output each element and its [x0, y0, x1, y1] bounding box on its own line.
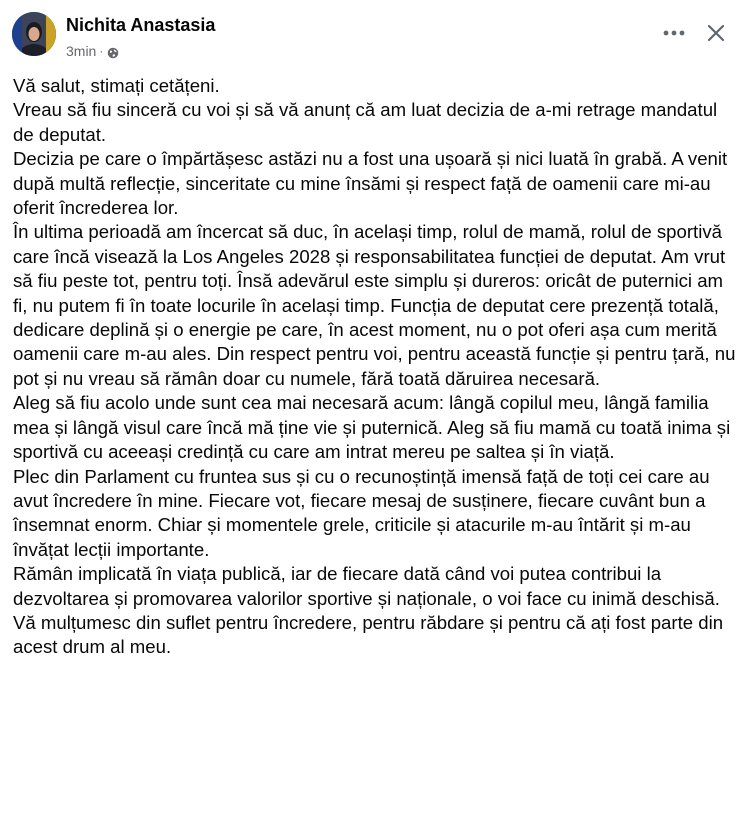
close-icon	[707, 24, 725, 42]
post-paragraph: Plec din Parlament cu fruntea sus și cu o recunoștință imensă față de toți cei care au avut încredere în mine. Fiecare vot, fiecare mesaj de susținere, fiecare cuvânt bun a însemnat enorm. Chiar și momentele grele, criticile și atacurile m-au întărit și m-au învățat lecții importante.	[13, 465, 710, 560]
post-paragraph: Vă mulțumesc din suflet pentru încredere, pentru răbdare și pentru că ați fost parte din acest drum al meu.	[13, 611, 724, 658]
post-paragraph: Aleg să fiu acolo unde sunt cea mai necesară acum: lângă copilul meu, lângă familia mea și lângă visul care încă mă ține vie și puternică. Aleg să fiu mamă cu toată inima și sportivă cu aceeași credință cu care am intrat mereu pe saltea și în viață.	[13, 392, 731, 463]
author-name[interactable]: Nichita Anastasia	[66, 15, 216, 35]
post-paragraph: Vă salut, stimați cetățeni.	[13, 75, 220, 96]
post-paragraph: Vreau să fiu sinceră cu voi și să vă anunț că am luat decizia de a-mi retrage mandatul de deputat.	[13, 99, 718, 145]
avatar-photo	[12, 12, 56, 56]
post-body	[13, 74, 741, 660]
post-paragraph: În ultima perioadă am încercat să duc, în același timp, rolul de mamă, rolul de sportivă care încă visează la Los Angeles 2028 și responsabilitatea funcției de deputat. Am vrut să fiu peste tot, pentru toți. Însă adevărul este simplu și dureros: oricât de puternici am fi, nu putem fi în toate locurile în același timp. Funcția de deputat cere prezență totală, dedicare deplină și o energie pe care, în acest moment, nu o pot oferi așa cum merită oamenii care m-au ales. Din respect pentru voi, pentru această funcție și pentru țară, nu pot și nu vreau să rămân doar cu numele, fără toată dăruirea necesară.	[13, 221, 736, 389]
more-horizontal-icon	[663, 30, 685, 36]
close-button[interactable]	[697, 14, 735, 52]
post-timestamp[interactable]: 3min	[66, 43, 97, 59]
post-paragraph: Decizia pe care o împărtășesc astăzi nu a fost una ușoară și nici luată în grabă. A venit după multă reflecție, sinceritate cu mine însămi și respect față de oamenii care mi-au oferit încrederea lor.	[13, 148, 728, 219]
post-paragraph: Rămân implicată în viața publică, iar de fiecare dată când voi putea contribui la dezvoltarea și promovarea valorilor sportive și naționale, o voi face cu inimă deschisă.	[13, 563, 720, 609]
meta-separator: ·	[99, 44, 104, 58]
avatar[interactable]	[12, 12, 56, 56]
more-options-button[interactable]	[654, 16, 694, 50]
post-header	[0, 0, 749, 64]
post-meta	[66, 42, 119, 60]
globe-icon	[107, 45, 119, 57]
